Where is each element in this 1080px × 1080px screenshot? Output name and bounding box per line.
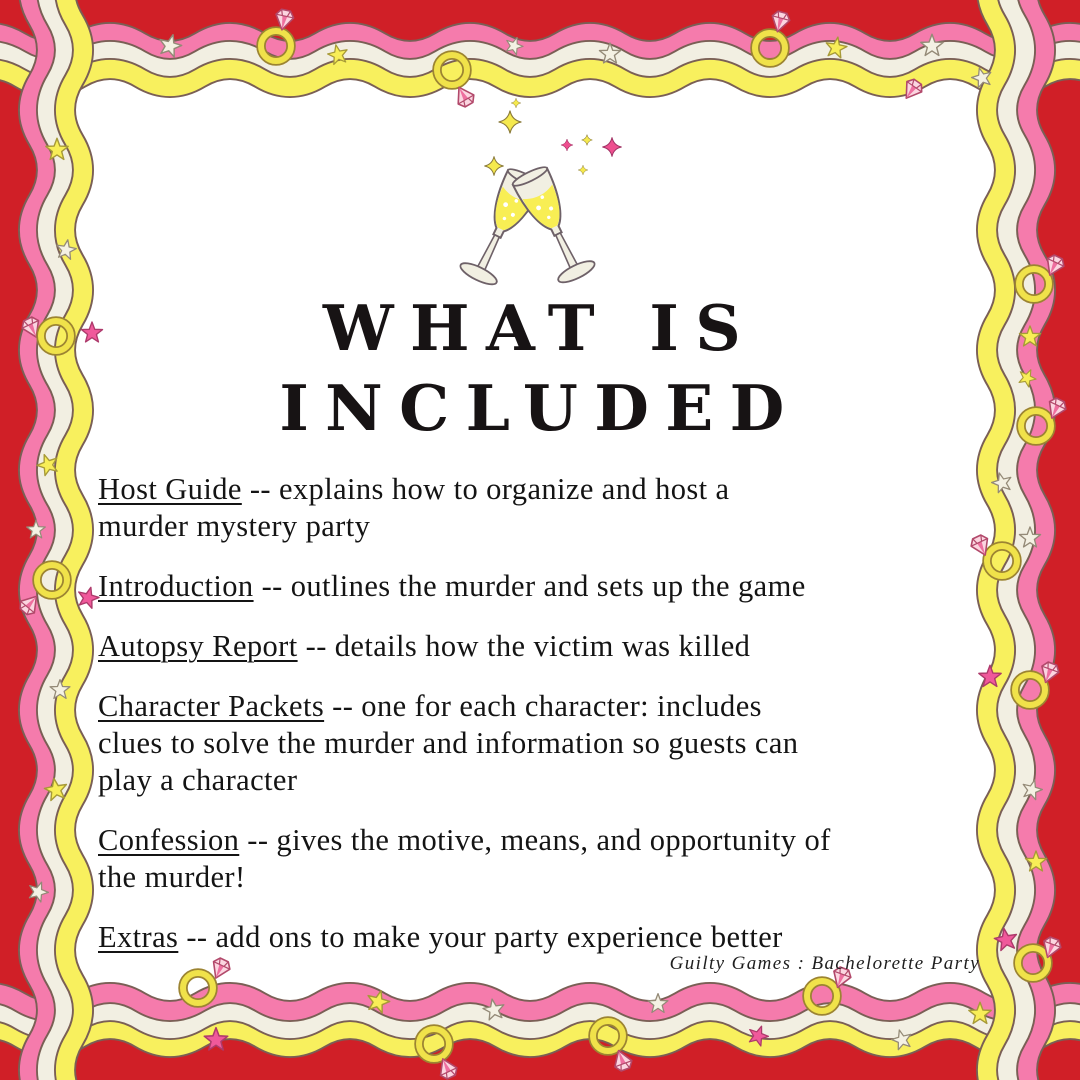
- item-separator: --: [178, 920, 216, 954]
- item-desc-line: outlines the murder and sets up the game: [290, 569, 806, 603]
- item-term: Extras: [98, 920, 179, 954]
- item-desc-line: play a character: [98, 763, 298, 797]
- list-item-introduction: [98, 568, 998, 605]
- list-item-character-packets: [98, 688, 998, 799]
- list-item-autopsy-report: [98, 628, 998, 665]
- item-desc-line: gives the motive, means, and opportunity of: [276, 823, 831, 857]
- item-desc-line: the murder!: [98, 860, 246, 894]
- item-term: Confession: [98, 823, 240, 857]
- item-desc-line: add ons to make your party experience better: [215, 920, 783, 954]
- ribbon-left: [29, 0, 83, 1080]
- list-item-extras: [98, 919, 998, 956]
- item-separator: --: [324, 689, 362, 723]
- item-separator: --: [239, 823, 277, 857]
- ribbon-bottom: [0, 993, 1080, 1047]
- item-desc-line: one for each character: includes: [361, 689, 762, 723]
- item-term: Autopsy Report: [98, 629, 298, 663]
- item-separator: --: [241, 472, 279, 506]
- item-desc-line: explains how to organize and host a: [278, 472, 730, 506]
- item-term: Introduction: [98, 569, 254, 603]
- item-separator: --: [253, 569, 291, 603]
- item-separator: --: [297, 629, 335, 663]
- list-item-host-guide: [98, 471, 998, 545]
- item-desc-line: clues to solve the murder and information so guests can: [98, 726, 799, 760]
- included-list: [98, 471, 998, 979]
- item-desc-line: murder mystery party: [98, 509, 371, 543]
- item-desc-line: details how the victim was killed: [334, 629, 751, 663]
- item-term: Character Packets: [98, 689, 325, 723]
- title-line-2: INCLUDED: [279, 371, 801, 445]
- list-item-confession: [98, 822, 998, 896]
- item-term: Host Guide: [98, 472, 242, 506]
- brand-footer: Guilty Games : Bachelorette Party: [669, 953, 980, 974]
- title-line-1: WHAT IS: [322, 291, 758, 365]
- page-title: [0, 288, 1080, 448]
